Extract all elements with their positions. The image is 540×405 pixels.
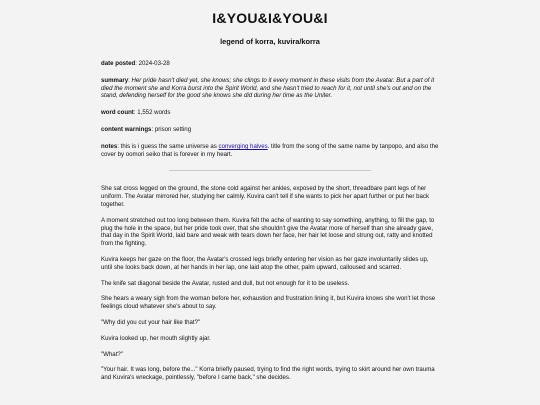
- notes-text-post: . title from the song of the same name by tanpopo, and also the cover by oomori seiko that is forever in my heart.: [101, 142, 439, 158]
- story-paragraph: "Why did you cut your hair like that?": [101, 318, 201, 326]
- converging-halves-link[interactable]: converging halves: [218, 142, 268, 150]
- story-paragraph: "Your hair. It was long, before the..." Korra briefly paused, trying to find the right words, trying to skirt around her own trauma and Kuvira's wreckage, pointlessly, "before I came back," she decides.: [101, 366, 435, 382]
- story-paragraph: A moment stretched out too long between them. Kuvira felt the ache of wanting to say something, anything, to fill the gap, to plug the hole in the space, but her pride took over, that she shouldn't give the Avatar more of herself than she already gave, that day in the Spirit World, laid bare and weak with tears down her face, her hair let loose and strung out, ratty and knotted from the fighting.: [101, 216, 435, 248]
- date-label: date posted: [101, 60, 136, 67]
- word-count: word count: 1,552 words: [101, 109, 171, 117]
- summary-label: summary: [101, 76, 129, 84]
- word-count-label: word count: [101, 109, 134, 117]
- date-value: 2024-03-28: [138, 60, 170, 67]
- story-paragraph: She hears a weary sigh from the woman before her, exhaustion and frustration lining it, but Kuvira knows she won't let those feelings cloud whatever she's about to say.: [101, 295, 436, 311]
- story-title: I&YOU&I&YOU&I: [212, 10, 328, 26]
- notes-text-pre: this is i guess the same universe as: [120, 142, 219, 150]
- summary: summary: Her pride hasn't died yet, she knows; she clings to it every moment in these visits from the Avatar. But a part of it died the moment she and Korra burst into the Spirit World, and she hasn't tried to reach for it, not until she's out and on the stand, defending herself for the good she knows she did during her time as the Uniter.: [101, 76, 435, 100]
- content-warnings-value: prison setting: [154, 125, 192, 133]
- date-posted: date posted: 2024-03-28: [101, 60, 170, 67]
- content-warnings-label: content warnings: [101, 125, 152, 133]
- section-divider: [169, 170, 371, 171]
- story-paragraph: Kuvira keeps her gaze on the floor, the Avatar's crossed legs briefly entering her vision as her gaze involuntarily slides up, until she looks back down, at her hands in her lap, one laid atop the other, palm upward, calloused and scarred.: [101, 255, 429, 271]
- content-warnings: content warnings: prison setting: [101, 125, 192, 133]
- story-paragraph: Kuvira looked up, her mouth slightly ajar.: [101, 334, 211, 342]
- story-paragraph: The knife sat diagonal beside the Avatar, rusted and dull, but not enough for it to be useless.: [101, 279, 350, 287]
- story-body: [101, 60, 439, 382]
- word-count-value: 1,552 words: [137, 109, 171, 117]
- notes: notes: this is i guess the same universe as converging halves. title from the song of the same name by tanpopo, and also the cover by oomori seiko that is forever in my heart.: [101, 142, 439, 158]
- summary-text: Her pride hasn't died yet, she knows; she clings to it every moment in these visits from the Avatar. But a part of it died the moment she and Korra burst into the Spirit World, and she hasn't tried to reach for it, not until she's out and on the stand, defending herself for the good she knows she did during her time as the Uniter.: [101, 76, 435, 100]
- story-paragraph: She sat cross legged on the ground, the stone cold against her ankles, exposed by the short, threadbare pant legs of her uniform. The Avatar mirrored her, studying her calmly. Kuvira can't tell if she wants to pick her apart further or put her back together.: [101, 185, 430, 208]
- notes-label: notes: [101, 142, 118, 150]
- fandom-pairing: legend of korra, kuvira/korra: [220, 37, 320, 46]
- story-paragraph: "What?": [101, 350, 123, 358]
